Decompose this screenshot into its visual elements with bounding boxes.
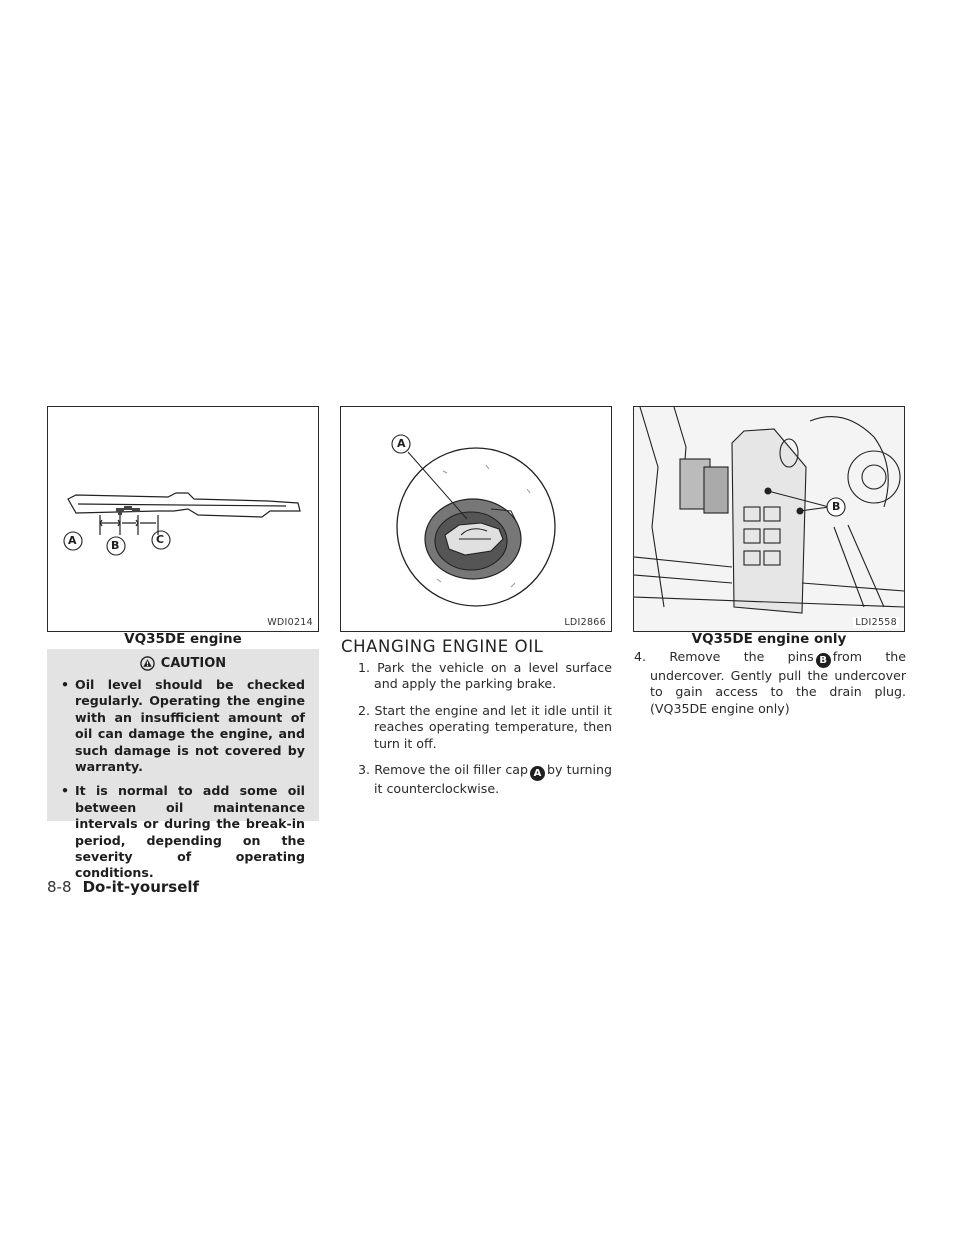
list-item: • It is normal to add some oil between oil maintenance intervals or during the break-in period, depending on the severity of operating conditions.: [61, 783, 305, 881]
steps-list-left: [358, 660, 612, 807]
filler-cap-illustration: [341, 407, 611, 631]
caution-box: [47, 649, 319, 881]
figure-dipstick: [47, 406, 319, 632]
figure-code: LDI2558: [855, 617, 897, 628]
dipstick-illustration: [48, 407, 318, 631]
label-a-badge: A: [530, 766, 545, 781]
page-footer: [47, 877, 199, 896]
section-name: Do-it-yourself: [82, 878, 200, 896]
figure-caption: VQ35DE engine: [124, 631, 242, 647]
caution-header: [47, 649, 319, 677]
list-item: 3. Remove the oil filler cap A by turning it counterclockwise.: [358, 762, 612, 797]
steps-list-right: [634, 649, 906, 727]
figure-code: WDI0214: [267, 617, 313, 628]
filler-cap-label-a: A: [397, 437, 406, 450]
dipstick-label-b: B: [111, 539, 120, 552]
undercover-label-b: B: [832, 500, 841, 513]
dipstick-label-c: C: [156, 533, 165, 546]
caution-list: [47, 677, 319, 900]
list-item: • Oil level should be checked regularly. Operating the engine with an insufficient amount of oil can damage the engine, and such damage is not covered by warranty.: [61, 677, 305, 775]
figure-code: LDI2866: [564, 617, 606, 628]
page-number: 8-8: [47, 878, 72, 896]
dipstick-label-a: A: [68, 534, 77, 547]
list-item: 1. Park the vehicle on a level surface and apply the parking brake.: [358, 660, 612, 692]
undercover-illustration: [634, 407, 904, 631]
list-item: 4. Remove the pins B from the undercover. Gently pull the undercover to gain access to the drain plug. (VQ35DE engine only): [634, 649, 906, 716]
section-title: CHANGING ENGINE OIL: [341, 637, 544, 656]
figure-caption: VQ35DE engine only: [691, 631, 847, 647]
label-b-badge: B: [816, 653, 831, 668]
warning-icon: [140, 656, 155, 671]
list-item: 2. Start the engine and let it idle until it reaches operating temperature, then turn it off.: [358, 702, 612, 751]
caution-title: CAUTION: [160, 655, 227, 671]
figure-undercover: [633, 406, 905, 632]
figure-oil-filler-cap: [340, 406, 612, 632]
